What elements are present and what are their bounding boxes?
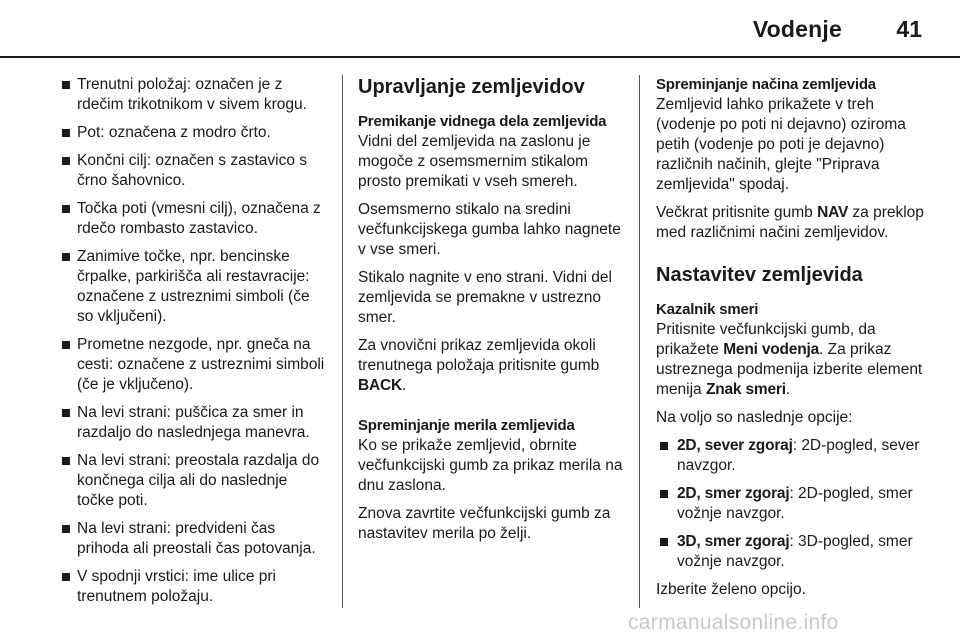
list-item: Trenutni položaj: označen je z rdečim trikotnikom v sivem krogu. — [62, 75, 326, 115]
column-divider — [639, 75, 640, 608]
column-2 — [358, 75, 628, 552]
bullet-square-icon — [62, 409, 70, 417]
menu-name: Meni vodenja — [723, 341, 819, 358]
list-item: Na levi strani: predvideni čas prihoda ali preostali čas potovanja. — [62, 519, 326, 559]
subsection-heading: Spreminjanje merila zemljevida — [358, 417, 575, 434]
column-1 — [62, 75, 326, 615]
bullet-square-icon — [62, 129, 70, 137]
list-item: Točka poti (vmesni cilj), označena z rdečo rombasto zastavico. — [62, 199, 326, 239]
bullet-square-icon — [660, 490, 668, 498]
paragraph: Pritisnite večfunkcijski gumb, da prikažete Meni vodenja. Za prikaz ustreznega podmenija izberite element menija Znak smeri. — [656, 321, 923, 398]
list-item: Prometne nezgode, npr. gneča na cesti: označene z ustreznimi simboli (če je vključeno). — [62, 335, 326, 395]
bullet-square-icon — [62, 205, 70, 213]
bullet-square-icon — [62, 525, 70, 533]
column-divider — [342, 75, 343, 608]
page-number: 41 — [896, 16, 922, 42]
list-item: Na levi strani: preostala razdalja do končnega cilja ali do naslednje točke poti. — [62, 451, 326, 511]
page-title: Vodenje — [752, 16, 842, 42]
subsection-heading: Kazalnik smeri — [656, 301, 759, 318]
paragraph: Zemljevid lahko prikažete v treh (vodenje po poti ni dejavno) oziroma petih (vodenje po poti je dejavno) različnih načinih, glejte "Priprava zemljevida" spodaj. — [656, 96, 906, 193]
header-rule — [0, 56, 960, 58]
bullet-square-icon — [62, 81, 70, 89]
list-item: Na levi strani: puščica za smer in razdaljo do naslednjega manevra. — [62, 403, 326, 443]
subsection-heading: Spreminjanje načina zemljevida — [656, 76, 876, 93]
bullet-square-icon — [660, 442, 668, 450]
list-item: 2D, sever zgoraj: 2D-pogled, sever navzgor. — [660, 436, 928, 476]
list-item: V spodnji vrstici: ime ulice pri trenutnem položaju. — [62, 567, 326, 607]
paragraph: Izberite želeno opcijo. — [656, 581, 806, 598]
paragraph: Znova zavrtite večfunkcijski gumb za nastavitev merila po želji. — [358, 505, 611, 542]
button-name-nav: NAV — [817, 204, 849, 221]
options-list — [660, 436, 928, 572]
paragraph: Vidni del zemljevida na zaslonu je mogoče z osemsmernim stikalom prosto premikati v vseh smereh. — [358, 133, 591, 190]
bullet-square-icon — [660, 538, 668, 546]
paragraph: Ko se prikaže zemljevid, obrnite večfunkcijski gumb za prikaz merila na dnu zaslona. — [358, 437, 623, 494]
bullet-square-icon — [62, 341, 70, 349]
map-legend-list — [62, 75, 326, 607]
paragraph: Stikalo nagnite v eno strani. Vidni del zemljevida se premakne v ustrezno smer. — [358, 269, 612, 326]
list-item: Končni cilj: označen s zastavico s črno šahovnico. — [62, 151, 326, 191]
list-item: Zanimive točke, npr. bencinske črpalke, parkirišča ali restavracije: označene z ustreznimi simboli (če so vključeni). — [62, 247, 326, 327]
list-item: 3D, smer zgoraj: 3D-pogled, smer vožnje navzgor. — [660, 532, 928, 572]
paragraph: Večkrat pritisnite gumb NAV za preklop med različnimi načini zemljevidov. — [656, 204, 924, 241]
button-name-back: BACK — [358, 377, 402, 394]
page-header — [0, 0, 960, 56]
list-item: 2D, smer zgoraj: 2D-pogled, smer vožnje navzgor. — [660, 484, 928, 524]
bullet-square-icon — [62, 157, 70, 165]
section-heading: Nastavitev zemljevida — [656, 264, 863, 286]
watermark: carmanualsonline.info — [628, 611, 839, 634]
bullet-square-icon — [62, 573, 70, 581]
bullet-square-icon — [62, 457, 70, 465]
paragraph: Osemsmerno stikalo na sredini večfunkcijskega gumba lahko nagnete v vse smeri. — [358, 201, 621, 258]
paragraph: Za vnovični prikaz zemljevida okoli trenutnega položaja pritisnite gumb BACK. — [358, 337, 600, 394]
menu-item-name: Znak smeri — [705, 381, 786, 398]
subsection-heading: Premikanje vidnega dela zemljevida — [358, 113, 607, 130]
paragraph: Na voljo so naslednje opcije: — [656, 409, 853, 426]
bullet-square-icon — [62, 253, 70, 261]
list-item: Pot: označena z modro črto. — [62, 123, 326, 143]
column-3 — [656, 75, 928, 608]
section-heading: Upravljanje zemljevidov — [358, 76, 585, 98]
